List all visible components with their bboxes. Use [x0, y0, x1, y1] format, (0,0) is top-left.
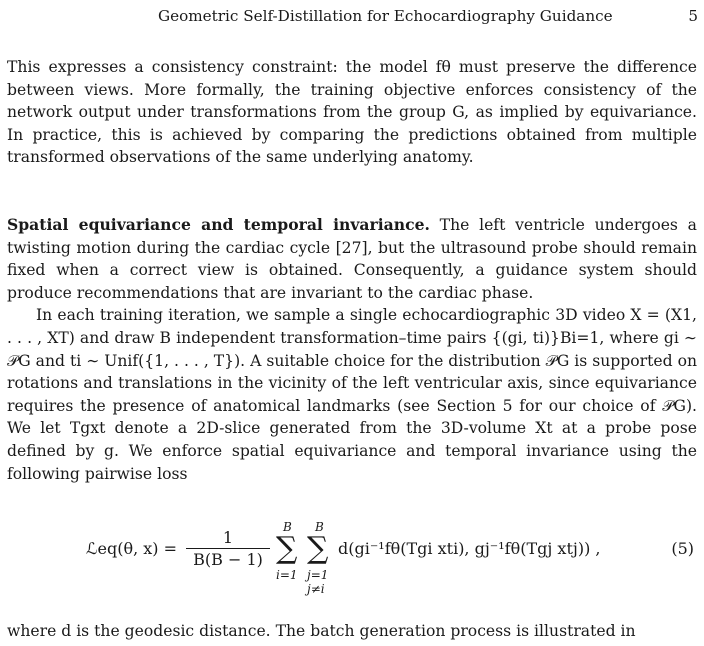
equation-5 [0, 520, 704, 600]
paragraph-consistency [7, 56, 697, 169]
sum2-upper: B [315, 520, 324, 534]
section-text: The left ventricle undergoes a twisting motion during the cardiac cycle [27], but the ultrasound probe should remain fixed when a correct view is obtained. Consequently, a guidance system should produce recommendations that are invariant to the cardiac phase. [7, 216, 697, 302]
page-number: 5 [688, 7, 698, 25]
sum2-condition: j≠i [307, 582, 325, 596]
equation-rhs: d(gi⁻¹fθ(Tgi xti), gj⁻¹fθ(Tgj xtj)) , [338, 539, 601, 558]
sum1-lower: i=1 [276, 568, 298, 582]
running-header [158, 5, 698, 27]
fraction-denominator: B(B − 1) [193, 550, 263, 569]
paragraph-text: This expresses a consistency constraint: the model fθ must preserve the difference between views. More formally, the training objective enforces consistency of the network output under transformations from the group G, as implied by equivariance. In practice, this is achieved by comparing the predictions obtained from multiple transformed observations of the same underlying anatomy. [7, 58, 697, 167]
paragraph-geodesic [7, 620, 697, 643]
fraction-numerator: 1 [186, 528, 270, 549]
section-paragraph [7, 214, 697, 304]
equation-fraction [186, 528, 270, 569]
section-heading: Spatial equivariance and temporal invariance. [7, 215, 430, 234]
sum2-lower: j=1 [307, 568, 329, 582]
sum1-upper: B [283, 520, 292, 534]
paragraph-text: where d is the geodesic distance. The batch generation process is illustrated in [7, 622, 636, 640]
running-title: Geometric Self-Distillation for Echocardiography Guidance [158, 7, 613, 25]
sum2-symbol: ∑ [307, 531, 329, 566]
equation-lhs: ℒeq(θ, x) = [86, 539, 178, 558]
paragraph-spatial-equivariance [7, 214, 697, 485]
paragraph-training-iteration: In each training iteration, we sample a single echocardiographic 3D video X = (X1, . . . , XT) and draw B independent transformation–time pairs {(gi, ti)}Bi=1, where gi ∼ 𝒫G and ti ∼ Unif({1, . . . , T}). A suitable choice for the distribution 𝒫G is supported on rotations and translations in the vicinity of the left ventricular axis, since equivariance requires the presence of anatomical landmarks (see Section 5 for our choice of 𝒫G). We let Tgxt denote a 2D-slice generated from the 3D-volume Xt at a probe pose defined by g. We enforce spatial equivariance and temporal invariance using the following pairwise loss [7, 306, 697, 483]
equation-number: (5) [671, 539, 694, 558]
sum1-symbol: ∑ [276, 531, 298, 566]
